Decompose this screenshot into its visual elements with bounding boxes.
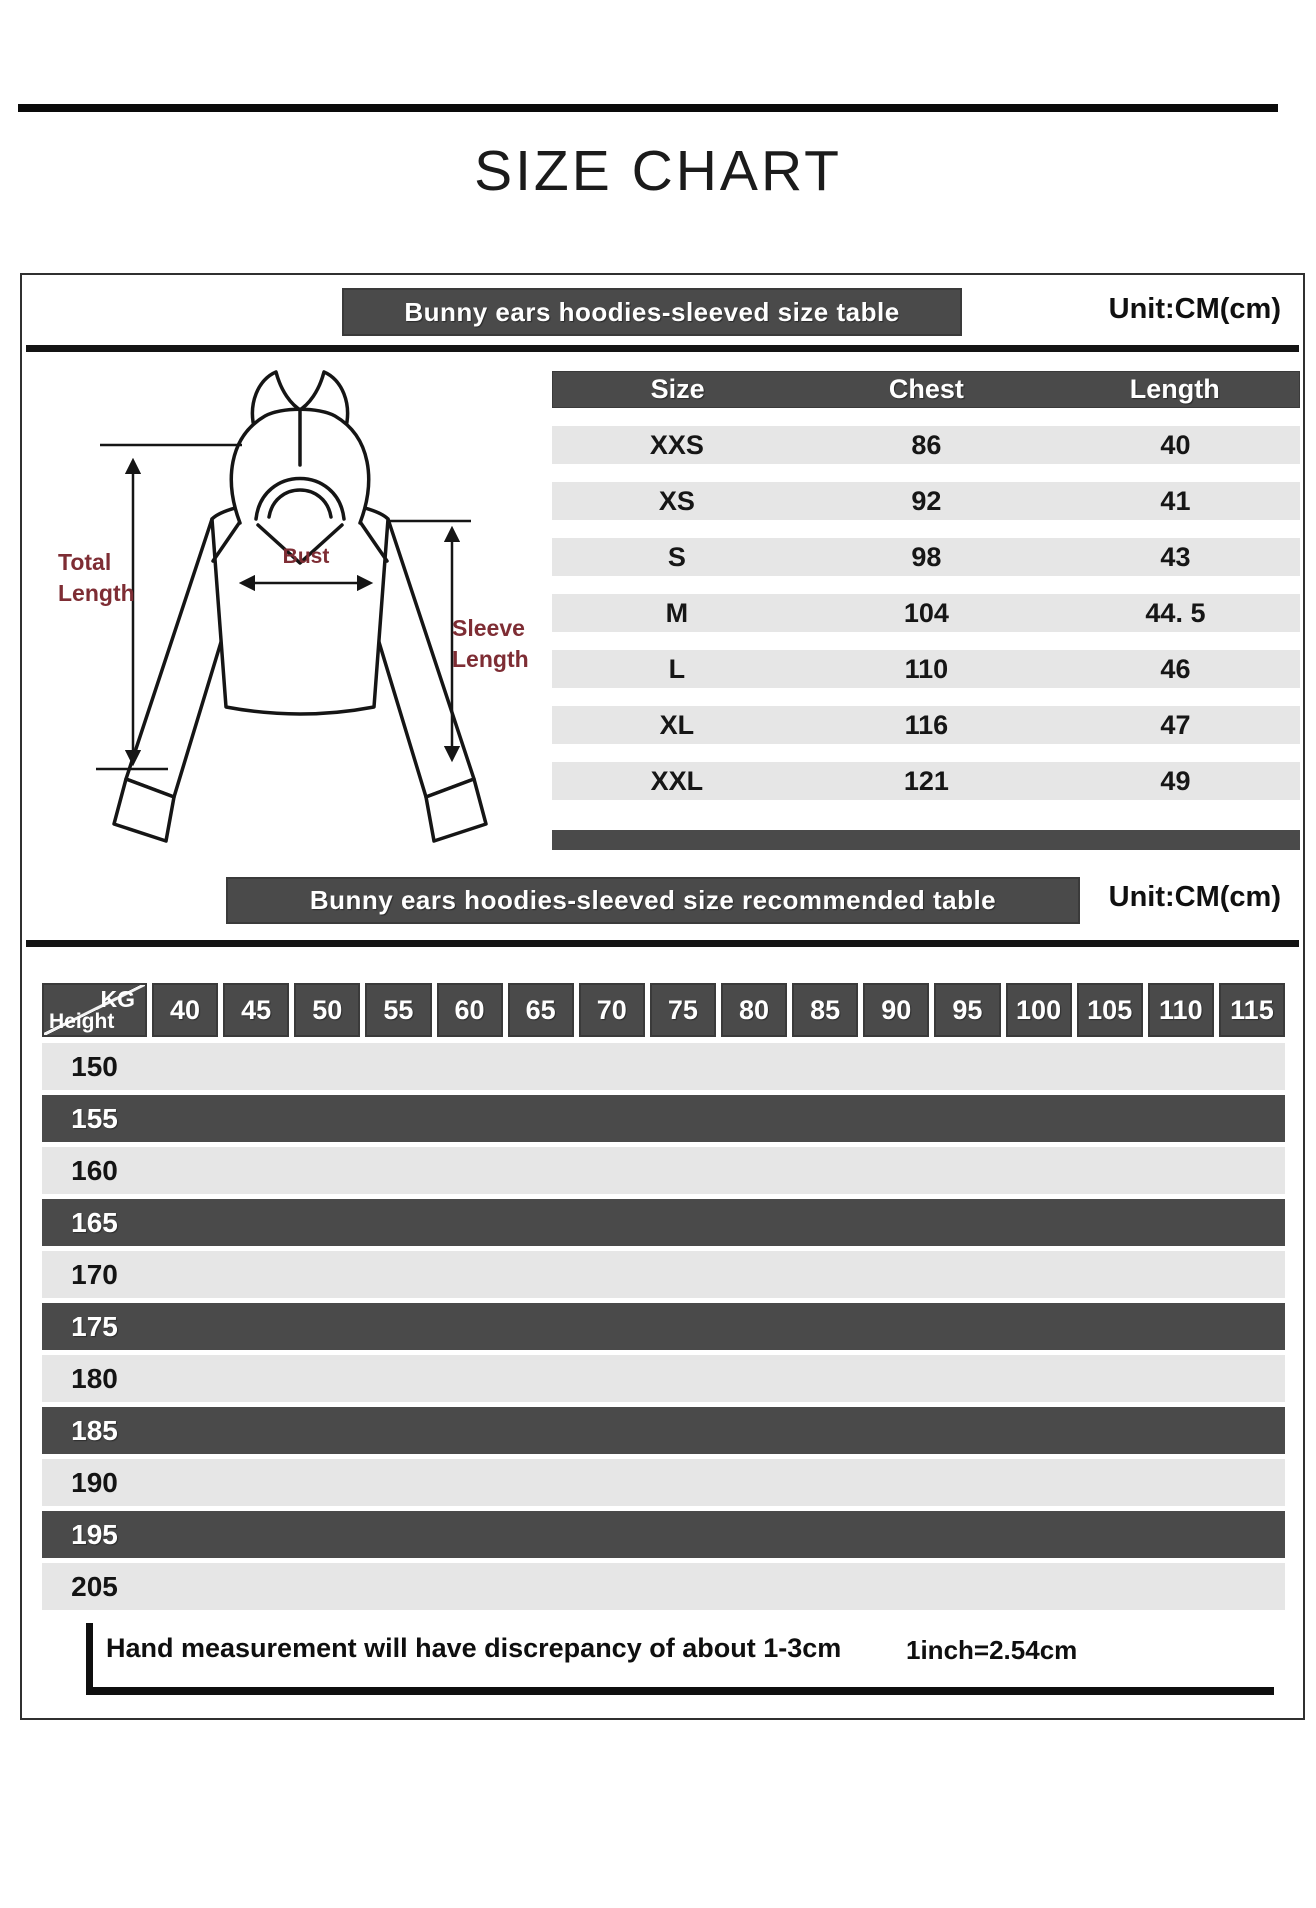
grid-row [42, 1147, 1285, 1194]
recommended-size-cell [1143, 1199, 1214, 1246]
weight-header-cell: 60 [437, 983, 503, 1037]
recommended-size-cell [716, 1095, 787, 1142]
recommended-size-cell [360, 1563, 431, 1610]
recommended-size-cell [1143, 1563, 1214, 1610]
recommended-size-cell [574, 1355, 645, 1402]
recommended-size-cell [574, 1303, 645, 1350]
recommended-size-cell [1214, 1459, 1285, 1506]
chest-cell: 92 [911, 485, 942, 516]
size-table-header-label: Bunny ears hoodies-sleeved size table [404, 296, 900, 327]
recommended-size-cell [432, 1459, 503, 1506]
recommended-size-cell [716, 1303, 787, 1350]
recommended-size-cell [147, 1563, 218, 1610]
recommended-size-cell [503, 1043, 574, 1090]
recommended-size-cell [218, 1251, 289, 1298]
recommended-size-cell [1072, 1043, 1143, 1090]
recommended-size-cell [929, 1095, 1000, 1142]
weight-header-cell: 115 [1219, 983, 1285, 1037]
recommended-size-cell [147, 1043, 218, 1090]
recommended-size-cell [1214, 1303, 1285, 1350]
recommended-size-cell [929, 1459, 1000, 1506]
weight-header-cell: 95 [934, 983, 1000, 1037]
grid-row-cells [147, 1511, 1285, 1558]
weight-header-cell: 65 [508, 983, 574, 1037]
footer-left-bar [86, 1623, 93, 1695]
size-cell: XXL [650, 765, 704, 796]
recommended-size-cell [503, 1563, 574, 1610]
recommended-size-cell [716, 1355, 787, 1402]
recommended-size-cell [289, 1199, 360, 1246]
recommended-size-cell [1072, 1303, 1143, 1350]
grid-row [42, 1511, 1285, 1558]
recommended-size-cell [574, 1147, 645, 1194]
recommended-size-cell [218, 1459, 289, 1506]
recommended-size-cell [360, 1095, 431, 1142]
recommended-size-cell [147, 1511, 218, 1558]
recommended-size-cell [1001, 1199, 1072, 1246]
recommended-size-cell [432, 1407, 503, 1454]
separator-line-2 [26, 940, 1299, 947]
recommended-size-cell [787, 1511, 858, 1558]
weight-header-cells [152, 983, 1285, 1037]
recommended-size-cell [1001, 1043, 1072, 1090]
recommended-size-cell [289, 1095, 360, 1142]
recommended-size-cell [1072, 1147, 1143, 1194]
weight-header-cell: 70 [579, 983, 645, 1037]
recommended-size-cell [1214, 1043, 1285, 1090]
size-table-row [552, 482, 1300, 520]
recommended-table-header-bar [226, 877, 1080, 924]
recommended-size-cell [858, 1459, 929, 1506]
recommended-size-cell [929, 1407, 1000, 1454]
recommended-size-cell [218, 1355, 289, 1402]
recommended-size-cell [858, 1095, 929, 1142]
grid-row [42, 1407, 1285, 1454]
column-header-chest: Chest [888, 374, 964, 404]
top-rule [18, 104, 1278, 112]
height-cell: 185 [71, 1414, 118, 1446]
recommended-size-cell [147, 1407, 218, 1454]
page-title: SIZE CHART [474, 139, 842, 203]
recommended-size-cell [858, 1563, 929, 1610]
recommended-size-cell [858, 1251, 929, 1298]
recommended-size-cell [1214, 1407, 1285, 1454]
recommended-size-cell [858, 1043, 929, 1090]
recommended-size-cell [1001, 1303, 1072, 1350]
grid-row-cells [147, 1407, 1285, 1454]
recommended-size-cell [1143, 1303, 1214, 1350]
recommended-size-cell [218, 1303, 289, 1350]
recommended-size-cell [787, 1355, 858, 1402]
chest-cell: 98 [911, 541, 942, 572]
grid-row [42, 1095, 1285, 1142]
recommended-size-cell [716, 1407, 787, 1454]
grid-body [42, 1043, 1285, 1610]
recommended-size-cell [716, 1043, 787, 1090]
recommended-size-cell [218, 1199, 289, 1246]
length-cell: 47 [1160, 709, 1191, 740]
recommended-size-cell [1001, 1355, 1072, 1402]
recommended-size-cell [432, 1511, 503, 1558]
grid-row [42, 1355, 1285, 1402]
total-length-label: Total Length [58, 549, 135, 607]
recommended-size-cell [787, 1251, 858, 1298]
grid-row [42, 1459, 1285, 1506]
recommended-size-cell [574, 1563, 645, 1610]
footer-bottom-bar [86, 1687, 1274, 1695]
recommended-table-header-label: Bunny ears hoodies-sleeved size recommended table [309, 885, 997, 915]
height-cell: 205 [71, 1570, 118, 1602]
size-table-row [552, 594, 1300, 632]
recommended-size-cell [1072, 1251, 1143, 1298]
size-table-bottom-bar [552, 830, 1300, 850]
size-table-body [552, 426, 1300, 800]
recommended-size-cell [147, 1459, 218, 1506]
sleeve-length-label: Sleeve Length [452, 615, 529, 673]
recommended-size-cell [1072, 1407, 1143, 1454]
grid-row-cells [147, 1355, 1285, 1402]
recommended-size-cell [218, 1043, 289, 1090]
recommended-size-cell [574, 1095, 645, 1142]
recommended-size-cell [574, 1199, 645, 1246]
recommended-size-cell [645, 1095, 716, 1142]
recommended-size-cell [645, 1251, 716, 1298]
recommended-size-cell [1143, 1407, 1214, 1454]
recommended-size-cell [432, 1303, 503, 1350]
grid-row-cells [147, 1043, 1285, 1090]
recommended-size-cell [218, 1511, 289, 1558]
recommended-size-cell [1143, 1355, 1214, 1402]
recommended-size-cell [858, 1407, 929, 1454]
recommended-size-cell [218, 1563, 289, 1610]
grid-row-cells [147, 1563, 1285, 1610]
measurement-note: Hand measurement will have discrepancy of about 1-3cm [106, 1633, 842, 1663]
recommended-size-cell [1143, 1251, 1214, 1298]
height-cell: 165 [71, 1206, 118, 1238]
recommended-size-cell [1001, 1407, 1072, 1454]
recommended-size-cell [574, 1459, 645, 1506]
recommended-size-cell [716, 1511, 787, 1558]
recommended-size-cell [147, 1095, 218, 1142]
recommended-size-cell [289, 1147, 360, 1194]
recommended-size-cell [289, 1407, 360, 1454]
weight-header-cell: 90 [863, 983, 929, 1037]
size-cell: XS [658, 485, 695, 516]
size-cell: M [665, 597, 689, 628]
recommended-size-cell [645, 1355, 716, 1402]
recommended-size-cell [1072, 1355, 1143, 1402]
unit-label-2: Unit:CM(cm) [1108, 881, 1281, 913]
recommended-size-cell [1143, 1095, 1214, 1142]
recommended-size-cell [432, 1043, 503, 1090]
grid-row [42, 1303, 1285, 1350]
chest-cell: 86 [911, 429, 942, 460]
size-table-row [552, 538, 1300, 576]
recommended-size-cell [787, 1563, 858, 1610]
grid-row-cells [147, 1199, 1285, 1246]
recommended-size-cell [1072, 1563, 1143, 1610]
recommended-size-cell [574, 1251, 645, 1298]
recommended-size-cell [432, 1355, 503, 1402]
recommended-size-cell [432, 1563, 503, 1610]
recommended-size-cell [360, 1511, 431, 1558]
size-table [552, 371, 1300, 850]
length-cell: 44. 5 [1145, 597, 1206, 628]
weight-header-cell: 80 [721, 983, 787, 1037]
kg-height-corner-cell [42, 983, 147, 1037]
recommended-size-cell [1214, 1095, 1285, 1142]
size-cell: XL [659, 709, 695, 740]
recommended-size-cell [289, 1511, 360, 1558]
recommended-size-cell [574, 1511, 645, 1558]
height-cell: 170 [71, 1258, 118, 1290]
recommended-size-cell [289, 1355, 360, 1402]
size-table-column-header [552, 371, 1300, 408]
weight-header-cell: 45 [223, 983, 289, 1037]
grid-row-cells [147, 1147, 1285, 1194]
recommended-size-cell [432, 1251, 503, 1298]
chest-cell: 116 [904, 709, 949, 740]
recommended-size-cell [858, 1147, 929, 1194]
recommended-size-cell [645, 1459, 716, 1506]
bust-label: Bust [282, 545, 330, 568]
recommended-size-cell [1001, 1511, 1072, 1558]
recommended-size-cell [787, 1459, 858, 1506]
recommended-size-cell [716, 1147, 787, 1194]
size-cell: XXS [649, 429, 704, 460]
chest-cell: 121 [903, 765, 949, 796]
recommended-size-cell [503, 1355, 574, 1402]
recommended-size-cell [716, 1251, 787, 1298]
recommended-size-cell [289, 1563, 360, 1610]
recommended-size-cell [645, 1511, 716, 1558]
size-cell: S [667, 541, 686, 572]
height-cell: 150 [71, 1050, 118, 1082]
recommended-size-cell [787, 1147, 858, 1194]
hoodie-measure-diagram [50, 361, 550, 873]
size-table-header-bar [342, 288, 962, 336]
weight-header-cell: 100 [1006, 983, 1072, 1037]
size-table-row [552, 706, 1300, 744]
length-cell: 46 [1160, 653, 1191, 684]
recommended-size-cell [360, 1459, 431, 1506]
recommended-size-cell [1143, 1459, 1214, 1506]
recommended-size-cell [787, 1095, 858, 1142]
weight-header-cell: 50 [294, 983, 360, 1037]
grid-row-cells [147, 1459, 1285, 1506]
recommended-size-cell [929, 1043, 1000, 1090]
recommended-size-cell [289, 1459, 360, 1506]
height-cell: 155 [71, 1102, 118, 1134]
recommended-size-cell [929, 1199, 1000, 1246]
recommended-size-cell [503, 1303, 574, 1350]
weight-header-cell: 105 [1077, 983, 1143, 1037]
length-cell: 49 [1160, 765, 1191, 796]
recommended-size-cell [1072, 1511, 1143, 1558]
recommended-size-cell [218, 1407, 289, 1454]
weight-header-cell: 40 [152, 983, 218, 1037]
recommended-size-cell [858, 1199, 929, 1246]
recommended-size-cell [645, 1199, 716, 1246]
recommended-size-cell [503, 1251, 574, 1298]
recommended-size-cell [360, 1043, 431, 1090]
recommended-size-cell [929, 1511, 1000, 1558]
recommended-size-cell [1001, 1251, 1072, 1298]
unit-label-1: Unit:CM(cm) [1108, 293, 1281, 325]
size-table-row [552, 426, 1300, 464]
recommended-size-cell [289, 1303, 360, 1350]
recommended-size-cell [360, 1303, 431, 1350]
recommended-size-cell [858, 1511, 929, 1558]
recommended-size-cell [1214, 1251, 1285, 1298]
recommended-size-cell [1001, 1095, 1072, 1142]
recommended-size-cell [218, 1095, 289, 1142]
recommended-size-cell [147, 1355, 218, 1402]
recommended-size-cell [1072, 1199, 1143, 1246]
recommended-size-cell [503, 1147, 574, 1194]
recommended-size-cell [1214, 1511, 1285, 1558]
height-cell: 195 [71, 1518, 118, 1550]
recommended-size-cell [1143, 1147, 1214, 1194]
recommended-size-cell [645, 1407, 716, 1454]
grid-row [42, 1563, 1285, 1610]
recommended-size-cell [503, 1199, 574, 1246]
recommended-size-cell [574, 1043, 645, 1090]
chart-frame [20, 273, 1305, 1720]
recommended-size-cell [929, 1563, 1000, 1610]
recommended-size-cell [218, 1147, 289, 1194]
recommended-size-cell [574, 1407, 645, 1454]
recommended-size-cell [432, 1199, 503, 1246]
recommended-size-cell [289, 1043, 360, 1090]
recommended-size-cell [503, 1095, 574, 1142]
recommended-size-cell [503, 1459, 574, 1506]
recommended-size-cell [645, 1043, 716, 1090]
recommended-size-cell [1214, 1563, 1285, 1610]
weight-header-cell: 85 [792, 983, 858, 1037]
recommended-size-cell [503, 1511, 574, 1558]
recommended-size-cell [1001, 1147, 1072, 1194]
recommended-size-cell [929, 1355, 1000, 1402]
recommended-size-cell [432, 1095, 503, 1142]
column-header-length: Length [1129, 374, 1220, 404]
weight-header-cell: 55 [365, 983, 431, 1037]
recommended-size-cell [360, 1251, 431, 1298]
recommended-size-cell [787, 1199, 858, 1246]
recommended-size-cell [716, 1199, 787, 1246]
length-cell: 43 [1160, 541, 1191, 572]
column-header-size: Size [650, 374, 705, 404]
recommended-size-cell [787, 1043, 858, 1090]
length-cell: 41 [1160, 485, 1191, 516]
recommended-size-cell [929, 1303, 1000, 1350]
height-cell: 175 [71, 1310, 118, 1342]
recommended-size-cell [147, 1199, 218, 1246]
chest-cell: 110 [904, 653, 949, 684]
chest-cell: 104 [903, 597, 949, 628]
recommended-size-cell [147, 1251, 218, 1298]
recommended-size-cell [360, 1355, 431, 1402]
recommended-size-cell [858, 1355, 929, 1402]
recommended-size-cell [1072, 1459, 1143, 1506]
recommended-size-cell [787, 1303, 858, 1350]
height-cell: 160 [71, 1154, 118, 1186]
recommended-size-cell [147, 1303, 218, 1350]
length-cell: 40 [1160, 429, 1191, 460]
height-cell: 180 [71, 1362, 118, 1394]
grid-row [42, 1043, 1285, 1090]
recommended-size-cell [360, 1147, 431, 1194]
recommended-size-cell [1214, 1199, 1285, 1246]
hoodie-body [212, 500, 388, 714]
grid-row [42, 1251, 1285, 1298]
recommended-size-cell [289, 1251, 360, 1298]
weight-header-cell: 75 [650, 983, 716, 1037]
grid-row-cells [147, 1303, 1285, 1350]
recommended-size-cell [360, 1407, 431, 1454]
recommended-size-cell [1214, 1147, 1285, 1194]
recommended-size-cell [858, 1303, 929, 1350]
grid-row-cells [147, 1095, 1285, 1142]
height-cell: 190 [71, 1466, 118, 1498]
recommended-size-cell [787, 1407, 858, 1454]
recommended-size-grid [42, 983, 1285, 1615]
weight-header-cell: 110 [1148, 983, 1214, 1037]
size-table-row [552, 650, 1300, 688]
recommended-size-cell [645, 1563, 716, 1610]
recommended-size-cell [432, 1147, 503, 1194]
size-table-row [552, 762, 1300, 800]
size-cell: L [668, 653, 686, 684]
grid-header-row [42, 983, 1285, 1037]
corner-height-label: Height [49, 1010, 115, 1033]
recommended-size-cell [1072, 1095, 1143, 1142]
inch-conversion-note: 1inch=2.54cm [906, 1635, 1078, 1665]
recommended-size-cell [1001, 1459, 1072, 1506]
recommended-size-cell [716, 1459, 787, 1506]
recommended-size-cell [1143, 1511, 1214, 1558]
recommended-size-cell [716, 1563, 787, 1610]
recommended-size-cell [929, 1251, 1000, 1298]
recommended-size-cell [1143, 1043, 1214, 1090]
recommended-size-cell [1001, 1563, 1072, 1610]
corner-kg-label: KG [100, 986, 135, 1012]
recommended-size-cell [503, 1407, 574, 1454]
recommended-size-cell [360, 1199, 431, 1246]
recommended-size-cell [1214, 1355, 1285, 1402]
grid-row [42, 1199, 1285, 1246]
grid-row-cells [147, 1251, 1285, 1298]
recommended-size-cell [147, 1147, 218, 1194]
separator-line-1 [26, 345, 1299, 352]
recommended-size-cell [645, 1147, 716, 1194]
recommended-size-cell [645, 1303, 716, 1350]
recommended-size-cell [929, 1147, 1000, 1194]
